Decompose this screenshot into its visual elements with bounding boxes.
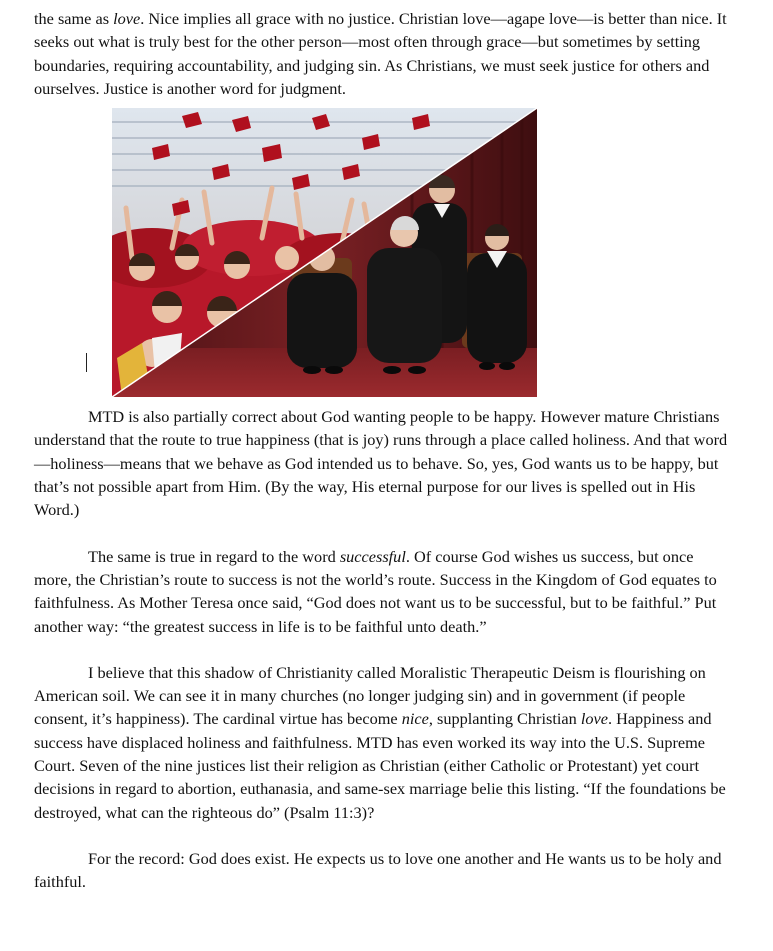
- paragraph-spacer: [34, 824, 734, 847]
- figure-area: [34, 100, 734, 405]
- italic-nice: nice: [401, 709, 429, 729]
- text-run: , supplanting Christian: [428, 709, 581, 729]
- paragraph-success: [34, 545, 734, 638]
- text-run: . Nice implies all grace with no justice. Christian love—agape love—is better than nice. It seeks out what is truly best for the other person—most often through grace—but sometimes by setting boundaries, requiring accountability, and judging sin. As Christians, we must seek justice for others and ourselves. Justice is another word for judgment.: [34, 9, 727, 98]
- text-cursor: [86, 353, 87, 372]
- italic-love: love: [113, 9, 141, 28]
- italic-love: love: [580, 709, 608, 729]
- paragraph-justice: [34, 7, 734, 100]
- document-page: [34, 7, 734, 894]
- paragraph-mtd-shadow: [34, 661, 734, 824]
- text-run: . Happiness and success have displaced holiness and faithfulness. MTD has even worked its way into the U.S. Supreme Court. Seven of the nine justices list their religion as Christian (either Catholic or Protestant) yet court decisions in regard to abortion, euthanasia, and same-sex marriage belie this listing. “If the foundations be destroyed, what can the righteous do” (Psalm 11:3)?: [34, 709, 726, 822]
- photo-illustration: [112, 108, 537, 397]
- paragraph-happiness: MTD is also partially correct about God wanting people to be happy. However mature Christians understand that the route to true happiness (that is joy) runs through a place called holiness. And that word—holiness—means that we behave as God intended us to behave. So, yes, God wants us to be happy, but that’s not possible apart from Him. (By the way, His eternal purpose for our lives is spelled out in His Word.): [34, 407, 728, 520]
- italic-successful: successful: [339, 546, 406, 566]
- text-run: . Of course God wishes us success, but once more, the Christian’s route to success is not the world’s route. Success in the Kingdom of God equates to faithfulness. As Mother Teresa once said, “God does not want us to be successful, but to be faithful.” Put another way: “the greatest success in life is to be faithful unto death.”: [34, 546, 717, 636]
- text-run: the same as: [34, 9, 114, 28]
- paragraph-for-the-record: For the record: God does exist. He expects us to love one another and He wants us to be holy and faithful.: [34, 848, 722, 892]
- text-run: I believe that this shadow of Christianity called Moralistic Therapeutic Deism is flourishing on American soil. We can see it in many churches (no longer judging sin) and in government (if people consent, it’s happiness). The cardinal virtue has become: [34, 662, 706, 729]
- paragraph-spacer: [34, 638, 734, 661]
- graduates-justices-photo[interactable]: [112, 108, 537, 397]
- text-run: The same is true in regard to the word: [88, 546, 340, 566]
- paragraph-spacer: [34, 522, 734, 545]
